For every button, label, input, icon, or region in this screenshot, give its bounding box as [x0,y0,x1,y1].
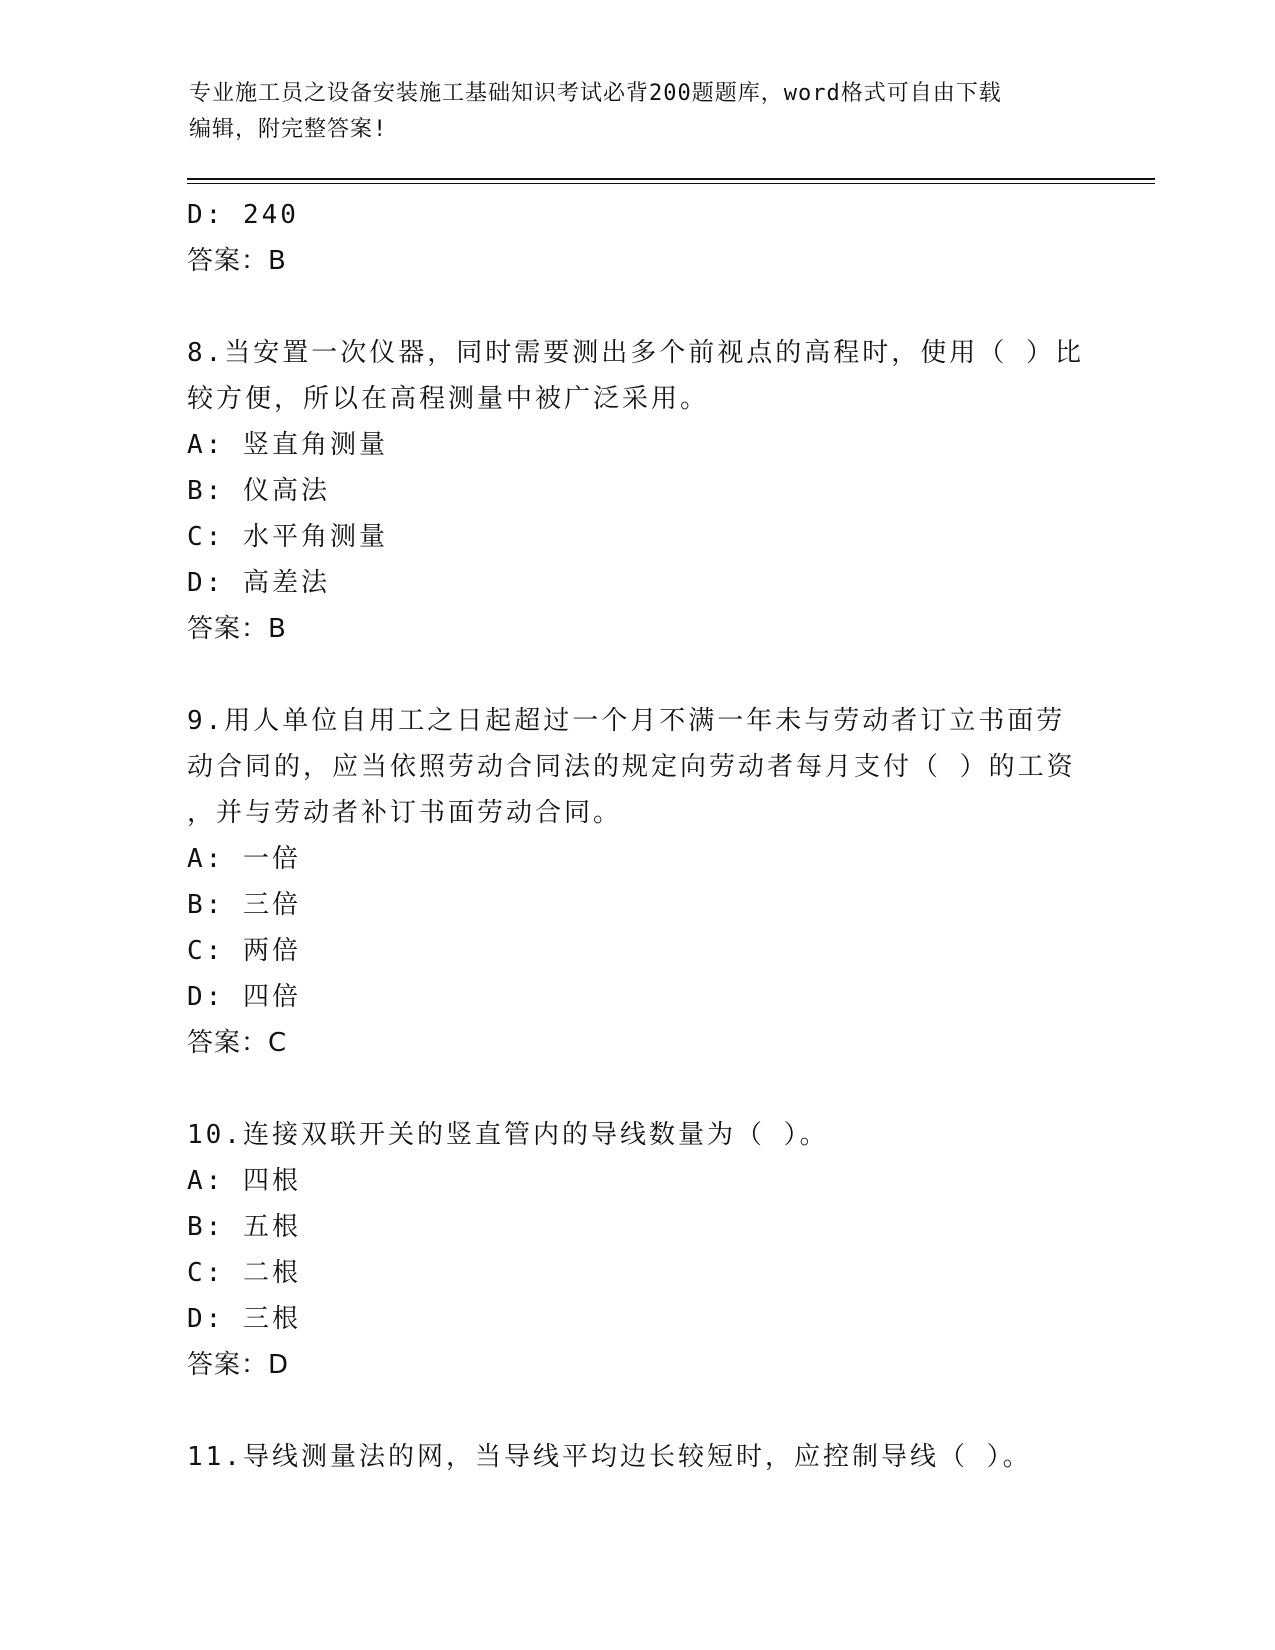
question-text-line: 10.连接双联开关的竖直管内的导线数量为（ ）。 [187,1120,829,1150]
question-text-line: 动合同的，应当依照劳动合同法的规定向劳动者每月支付（ ）的工资 [187,752,1076,782]
answer: 答案：D [187,1350,290,1380]
option-a: A: 一倍 [187,844,301,874]
question-text-line: ，并与劳动者补订书面劳动合同。 [187,798,623,828]
document-body [187,192,1087,1480]
option-d: D: 240 [187,200,299,230]
question-text-line: 8.当安置一次仪器，同时需要测出多个前视点的高程时，使用（ ）比 [187,338,1084,368]
option-d: D: 三根 [187,1304,301,1334]
answer: 答案：B [187,614,287,644]
question-text-line: 较方便，所以在高程测量中被广泛采用。 [187,384,710,414]
question-text-line: 9.用人单位自用工之日起超过一个月不满一年未与劳动者订立书面劳 [187,706,1066,736]
spacer [187,1388,1087,1434]
option-a: A: 竖直角测量 [187,430,388,460]
header-divider-thick [187,178,1155,180]
question-text-line: 11.导线测量法的网，当导线平均边长较短时，应控制导线（ ）。 [187,1442,1032,1472]
option-a: A: 四根 [187,1166,301,1196]
option-d: D: 高差法 [187,568,330,598]
header-divider-thin [187,183,1155,184]
question-9 [187,698,1087,1066]
question-10 [187,1112,1087,1388]
option-d: D: 四倍 [187,982,301,1012]
option-b: B: 仪高法 [187,476,330,506]
spacer [187,284,1087,330]
header-title-line-2: 编辑，附完整答案! [189,117,388,142]
question-11 [187,1434,1087,1480]
option-b: B: 五根 [187,1212,301,1242]
spacer [187,652,1087,698]
spacer [187,1066,1087,1112]
option-c: C: 两倍 [187,936,301,966]
option-c: C: 二根 [187,1258,301,1288]
header-title-line-1: 专业施工员之设备安装施工基础知识考试必背200题题库，word格式可自由下载 [189,81,1002,106]
option-c: C: 水平角测量 [187,522,388,552]
answer: 答案：C [187,1028,288,1058]
question-8 [187,330,1087,652]
question-7 [187,192,1087,284]
document-header [189,76,1089,148]
option-b: B: 三倍 [187,890,301,920]
answer: 答案：B [187,246,287,276]
